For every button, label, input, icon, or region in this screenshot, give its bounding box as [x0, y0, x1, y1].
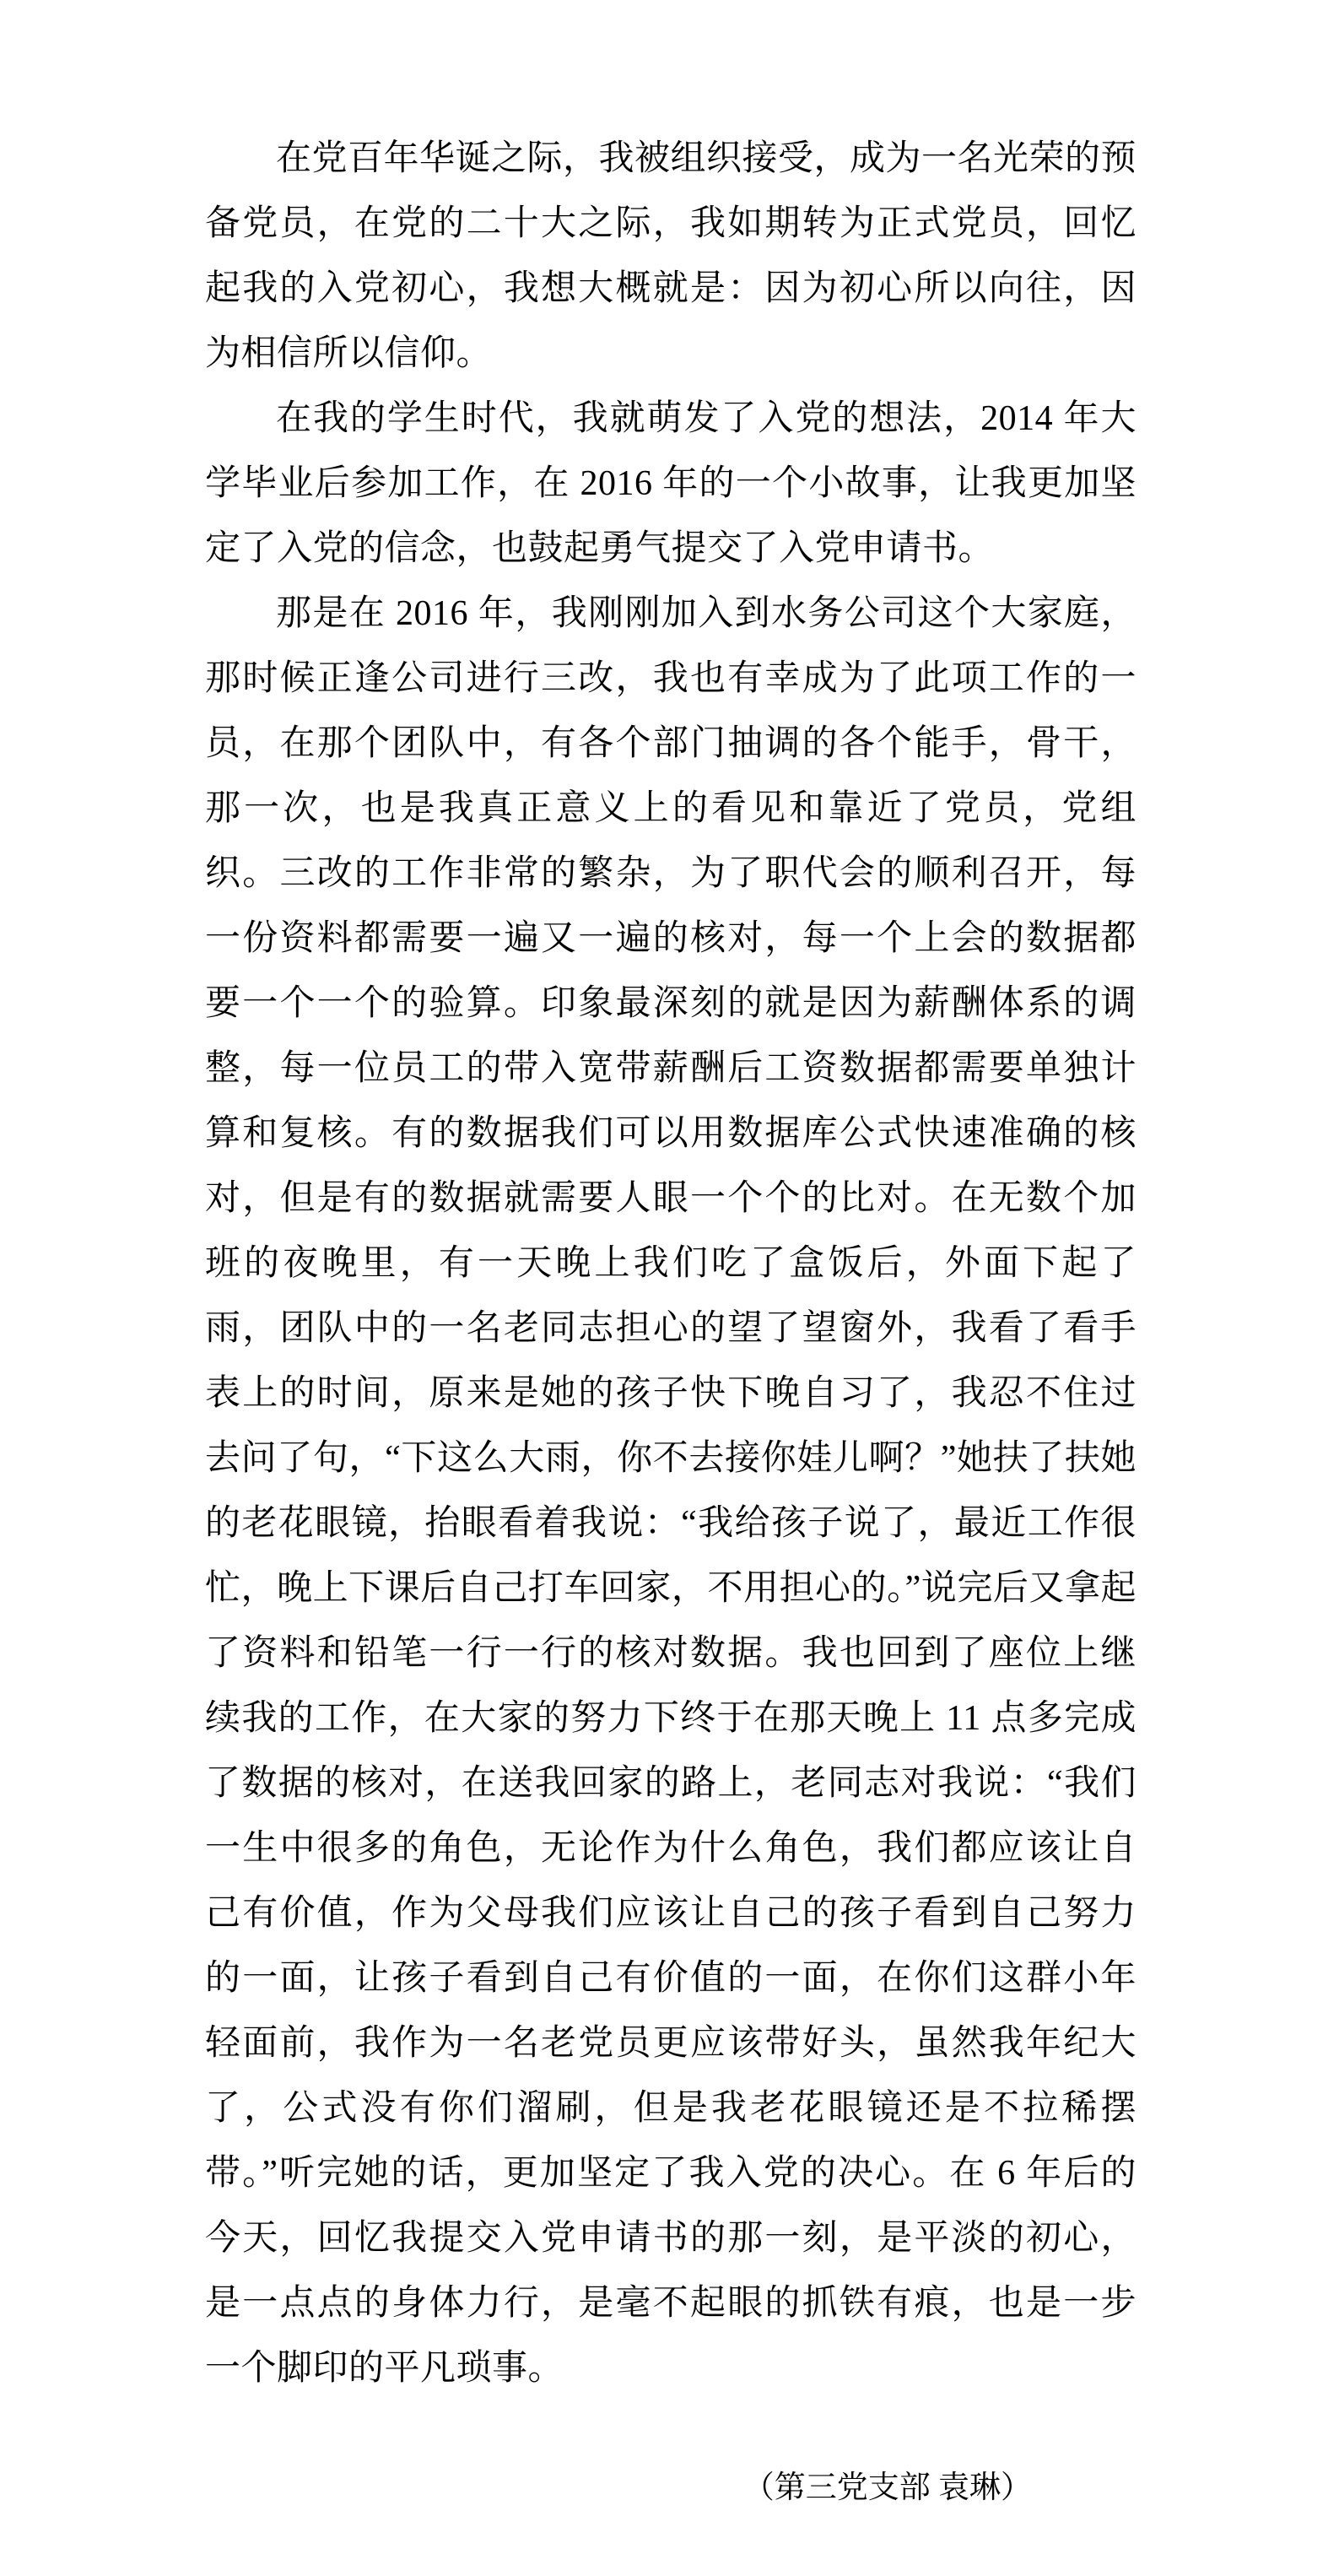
- paragraph-2: 在我的学生时代，我就萌发了入党的想法，2014 年大学毕业后参加工作，在 2016 年的一个小故事，让我更加坚定了入党的信念，也鼓起勇气提交了入党申请书。: [205, 399, 1137, 568]
- document-body: [205, 127, 1137, 2520]
- paragraph-1: 在党百年华诞之际，我被组织接受，成为一名光荣的预备党员，在党的二十大之际，我如期转为正式党员，回忆起我的入党初心，我想大概就是：因为初心所以向往，因为相信所以信仰。: [205, 139, 1137, 373]
- paragraph-3: 那是在 2016 年，我刚刚加入到水务公司这个大家庭，那时候正逢公司进行三改，我也有幸成为了此项工作的一员，在那个团队中，有各个部门抽调的各个能手，骨干，那一次，也是我真正意义上的看见和靠近了党员，党组织。三改的工作非常的繁杂，为了职代会的顺利召开，每一份资料都需要一遍又一遍的核对，每一个上会的数据都要一个一个的验算。印象最深刻的就是因为薪酬体系的调整，每一位员工的带入宽带薪酬后工资数据都需要单独计算和复核。有的数据我们可以用数据库公式快速准确的核对，但是有的数据就需要人眼一个个的比对。在无数个加班的夜晚里，有一天晚上我们吃了盒饭后，外面下起了雨，团队中的一名老同志担心的望了望窗外，我看了看手表上的时间，原来是她的孩子快下晚自习了，我忍不住过去问了句，“下这么大雨，你不去接你娃儿啊？”她扶了扶她的老花眼镜，抬眼看着我说：“我给孩子说了，最近工作很忙，晚上下课后自己打车回家，不用担心的。”说完后又拿起了资料和铅笔一行一行的核对数据。我也回到了座位上继续我的工作，在大家的努力下终于在那天晚上 11 点多完成了数据的核对，在送我回家的路上，老同志对我说：“我们一生中很多的角色，无论作为什么角色，我们都应该让自己有价值，作为父母我们应该让自己的孩子看到自己努力的一面，让孩子看到自己有价值的一面，在你们这群小年轻面前，我作为一名老党员更应该带好头，虽然我年纪大了，公式没有你们溜刷，但是我老花眼镜还是不拉稀摆带。”听完她的话，更加坚定了我入党的决心。在 6 年后的今天，回忆我提交入党申请书的那一刻，是平淡的初心，是一点点的身体力行，是毫不起眼的抓铁有痕，也是一步一个脚印的平凡琐事。: [205, 594, 1137, 2388]
- signature-line: （第三党支部 袁琳）: [742, 2470, 1032, 2505]
